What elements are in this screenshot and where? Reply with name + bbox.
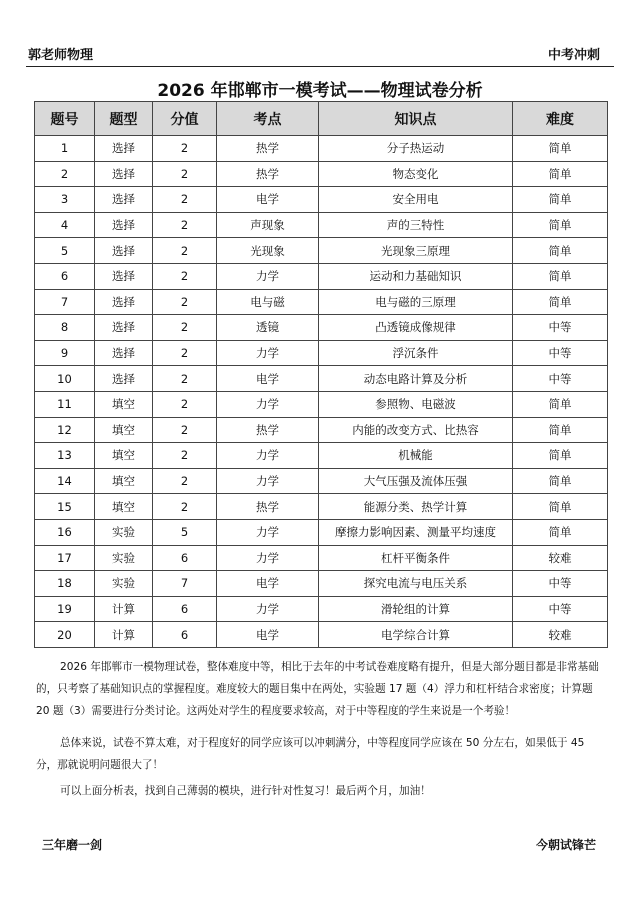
cell-score: 2 — [153, 263, 217, 289]
table-row — [35, 161, 608, 187]
analysis-paragraph-1: 2026 年邯郸市一模物理试卷，整体难度中等，相比于去年的中考试卷难度略有提升，但是大部分题目都是非常基础的，只考察了基础知识点的掌握程度。难度较大的题目集中在两处，实验题 17 题（4）浮力和杠杆结合求密度；计算题 20 题（3）需要进行分类讨论。这两处对学生的程度要求较高，对于中等程度的学生来说是一个考验！ — [36, 661, 599, 717]
col-header-knowledge: 知识点 — [319, 102, 513, 136]
col-header-topic: 考点 — [217, 102, 319, 136]
cell-number: 18 — [35, 571, 95, 597]
cell-number: 15 — [35, 494, 95, 520]
analysis-paragraph-3: 可以上面分析表，找到自己薄弱的模块，进行针对性复习！最后两个月，加油！ — [60, 785, 431, 797]
cell-score: 2 — [153, 340, 217, 366]
cell-knowledge: 滑轮组的计算 — [319, 596, 513, 622]
cell-score: 5 — [153, 519, 217, 545]
header-tag: 中考冲刺 — [547, 48, 600, 63]
cell-type: 填空 — [95, 443, 153, 469]
cell-type: 选择 — [95, 263, 153, 289]
footer-motto-left: 三年磨一剑 — [42, 838, 103, 852]
cell-number: 9 — [35, 340, 95, 366]
cell-topic: 热学 — [217, 417, 319, 443]
cell-topic: 力学 — [217, 545, 319, 571]
col-header-number: 题号 — [35, 102, 95, 136]
cell-type: 选择 — [95, 238, 153, 264]
cell-topic: 电学 — [217, 622, 319, 648]
table-row — [35, 443, 608, 469]
cell-type: 计算 — [95, 596, 153, 622]
cell-knowledge: 大气压强及流体压强 — [319, 468, 513, 494]
cell-number: 4 — [35, 212, 95, 238]
cell-knowledge: 浮沉条件 — [319, 340, 513, 366]
col-header-type: 题型 — [95, 102, 153, 136]
table-row — [35, 494, 608, 520]
footer-motto-right: 今朝试锋芒 — [535, 838, 596, 852]
cell-number: 13 — [35, 443, 95, 469]
cell-type: 实验 — [95, 571, 153, 597]
col-header-difficulty: 难度 — [513, 102, 608, 136]
table-row — [35, 136, 608, 162]
cell-knowledge: 声的三特性 — [319, 212, 513, 238]
cell-score: 2 — [153, 391, 217, 417]
cell-type: 填空 — [95, 494, 153, 520]
cell-number: 11 — [35, 391, 95, 417]
cell-number: 16 — [35, 519, 95, 545]
cell-topic: 透镜 — [217, 315, 319, 341]
cell-number: 14 — [35, 468, 95, 494]
header-divider — [26, 66, 614, 67]
cell-score: 2 — [153, 136, 217, 162]
table-row — [35, 238, 608, 264]
cell-number: 10 — [35, 366, 95, 392]
cell-knowledge: 电学综合计算 — [319, 622, 513, 648]
cell-topic: 力学 — [217, 596, 319, 622]
cell-topic: 力学 — [217, 468, 319, 494]
cell-score: 6 — [153, 596, 217, 622]
col-header-score: 分值 — [153, 102, 217, 136]
cell-score: 2 — [153, 187, 217, 213]
cell-difficulty: 简单 — [513, 417, 608, 443]
cell-type: 选择 — [95, 366, 153, 392]
cell-score: 6 — [153, 622, 217, 648]
table-row — [35, 289, 608, 315]
cell-knowledge: 摩擦力影响因素、测量平均速度 — [319, 519, 513, 545]
table-body — [35, 136, 608, 648]
cell-number: 7 — [35, 289, 95, 315]
table-row — [35, 263, 608, 289]
cell-knowledge: 杠杆平衡条件 — [319, 545, 513, 571]
cell-difficulty: 简单 — [513, 161, 608, 187]
cell-topic: 电学 — [217, 571, 319, 597]
cell-type: 填空 — [95, 391, 153, 417]
cell-type: 填空 — [95, 417, 153, 443]
cell-difficulty: 简单 — [513, 289, 608, 315]
table-row — [35, 212, 608, 238]
cell-difficulty: 较难 — [513, 545, 608, 571]
cell-number: 8 — [35, 315, 95, 341]
cell-difficulty: 简单 — [513, 136, 608, 162]
cell-number: 5 — [35, 238, 95, 264]
cell-difficulty: 简单 — [513, 212, 608, 238]
cell-score: 2 — [153, 161, 217, 187]
analysis-paragraph-2: 总体来说，试卷不算太难，对于程度好的同学应该可以冲刺满分，中等程度同学应该在 50 分左右，如果低于 45 分，那就说明问题很大了！ — [36, 737, 585, 771]
page-title: 2026 年邯郸市一模考试——物理试卷分析 — [157, 81, 483, 101]
cell-knowledge: 机械能 — [319, 443, 513, 469]
table-row — [35, 187, 608, 213]
cell-type: 实验 — [95, 545, 153, 571]
cell-number: 6 — [35, 263, 95, 289]
cell-number: 19 — [35, 596, 95, 622]
cell-type: 选择 — [95, 315, 153, 341]
cell-topic: 声现象 — [217, 212, 319, 238]
cell-score: 2 — [153, 417, 217, 443]
cell-number: 1 — [35, 136, 95, 162]
cell-knowledge: 物态变化 — [319, 161, 513, 187]
cell-score: 2 — [153, 315, 217, 341]
analysis-table — [34, 101, 608, 648]
cell-difficulty: 较难 — [513, 622, 608, 648]
cell-type: 填空 — [95, 468, 153, 494]
cell-score: 2 — [153, 494, 217, 520]
cell-number: 12 — [35, 417, 95, 443]
cell-difficulty: 简单 — [513, 391, 608, 417]
cell-type: 选择 — [95, 340, 153, 366]
cell-knowledge: 内能的改变方式、比热容 — [319, 417, 513, 443]
cell-topic: 热学 — [217, 136, 319, 162]
cell-knowledge: 运动和力基础知识 — [319, 263, 513, 289]
cell-difficulty: 简单 — [513, 263, 608, 289]
cell-topic: 光现象 — [217, 238, 319, 264]
cell-knowledge: 动态电路计算及分析 — [319, 366, 513, 392]
cell-score: 2 — [153, 289, 217, 315]
cell-difficulty: 简单 — [513, 468, 608, 494]
cell-difficulty: 中等 — [513, 315, 608, 341]
table-row — [35, 315, 608, 341]
cell-difficulty: 简单 — [513, 519, 608, 545]
cell-difficulty: 中等 — [513, 340, 608, 366]
cell-type: 选择 — [95, 161, 153, 187]
cell-knowledge: 探究电流与电压关系 — [319, 571, 513, 597]
table-row — [35, 571, 608, 597]
cell-topic: 热学 — [217, 494, 319, 520]
table-row — [35, 391, 608, 417]
cell-difficulty: 简单 — [513, 443, 608, 469]
cell-knowledge: 分子热运动 — [319, 136, 513, 162]
cell-topic: 力学 — [217, 519, 319, 545]
table-row — [35, 417, 608, 443]
cell-type: 计算 — [95, 622, 153, 648]
cell-knowledge: 参照物、电磁波 — [319, 391, 513, 417]
cell-topic: 力学 — [217, 391, 319, 417]
cell-difficulty: 简单 — [513, 238, 608, 264]
cell-number: 2 — [35, 161, 95, 187]
cell-topic: 电学 — [217, 366, 319, 392]
cell-topic: 电与磁 — [217, 289, 319, 315]
cell-type: 选择 — [95, 187, 153, 213]
cell-score: 7 — [153, 571, 217, 597]
cell-number: 20 — [35, 622, 95, 648]
table-row — [35, 468, 608, 494]
cell-knowledge: 安全用电 — [319, 187, 513, 213]
cell-knowledge: 光现象三原理 — [319, 238, 513, 264]
cell-knowledge: 电与磁的三原理 — [319, 289, 513, 315]
cell-topic: 电学 — [217, 187, 319, 213]
cell-knowledge: 凸透镜成像规律 — [319, 315, 513, 341]
cell-difficulty: 中等 — [513, 571, 608, 597]
cell-score: 6 — [153, 545, 217, 571]
cell-score: 2 — [153, 238, 217, 264]
cell-topic: 热学 — [217, 161, 319, 187]
cell-difficulty: 中等 — [513, 596, 608, 622]
cell-topic: 力学 — [217, 443, 319, 469]
cell-score: 2 — [153, 443, 217, 469]
cell-score: 2 — [153, 366, 217, 392]
table-row — [35, 545, 608, 571]
table-row — [35, 519, 608, 545]
cell-type: 选择 — [95, 136, 153, 162]
cell-topic: 力学 — [217, 340, 319, 366]
cell-score: 2 — [153, 212, 217, 238]
table-row — [35, 596, 608, 622]
table-row — [35, 622, 608, 648]
cell-knowledge: 能源分类、热学计算 — [319, 494, 513, 520]
cell-type: 选择 — [95, 212, 153, 238]
cell-number: 3 — [35, 187, 95, 213]
cell-difficulty: 简单 — [513, 187, 608, 213]
table-row — [35, 340, 608, 366]
cell-number: 17 — [35, 545, 95, 571]
cell-difficulty: 简单 — [513, 494, 608, 520]
cell-type: 选择 — [95, 289, 153, 315]
cell-difficulty: 中等 — [513, 366, 608, 392]
cell-score: 2 — [153, 468, 217, 494]
cell-topic: 力学 — [217, 263, 319, 289]
header-author: 郭老师物理 — [28, 48, 94, 63]
cell-type: 实验 — [95, 519, 153, 545]
table-header-row — [35, 102, 608, 136]
table-row — [35, 366, 608, 392]
